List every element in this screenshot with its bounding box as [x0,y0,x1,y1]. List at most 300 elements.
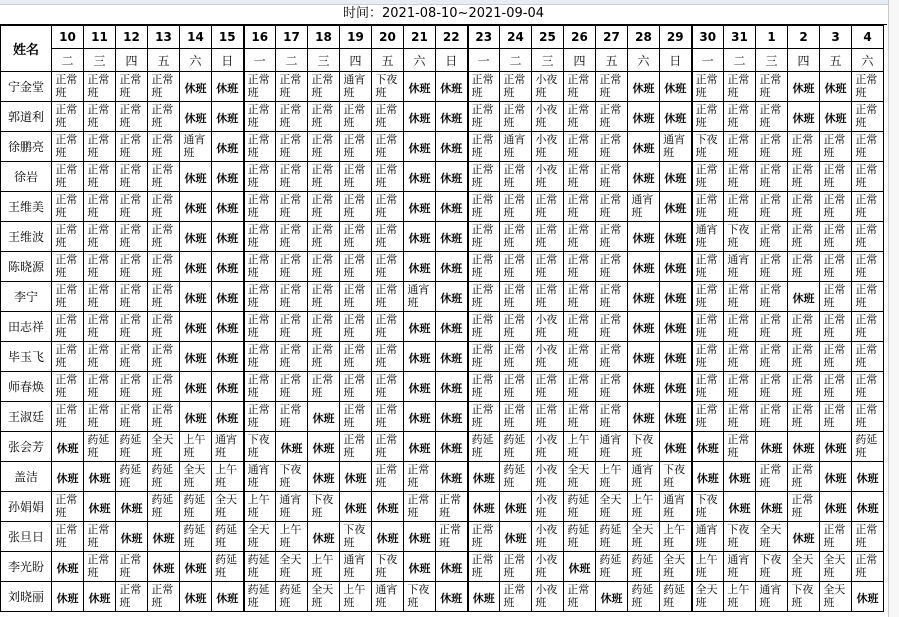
shift-cell[interactable] [180,72,212,102]
shift-cell[interactable] [596,162,628,192]
shift-cell[interactable] [212,432,244,462]
shift-cell[interactable] [788,102,820,132]
shift-cell[interactable] [820,222,852,252]
shift-cell[interactable] [372,72,404,102]
shift-cell[interactable] [788,402,820,432]
shift-cell[interactable] [500,132,532,162]
shift-cell[interactable] [500,342,532,372]
shift-cell[interactable] [500,552,532,582]
shift-cell[interactable] [788,372,820,402]
shift-cell[interactable] [308,552,340,582]
shift-cell[interactable] [244,192,276,222]
shift-cell[interactable] [532,432,564,462]
employee-name[interactable]: 王淑廷 [1,402,52,432]
shift-cell[interactable] [244,342,276,372]
shift-cell[interactable] [212,522,244,552]
shift-cell[interactable] [660,252,692,282]
weekday-header[interactable]: 二 [500,49,532,72]
shift-cell[interactable] [564,252,596,282]
shift-cell[interactable] [852,552,884,582]
shift-cell[interactable] [468,252,500,282]
shift-cell[interactable] [788,72,820,102]
shift-cell[interactable] [596,342,628,372]
shift-cell[interactable] [212,102,244,132]
day-header[interactable]: 12 [116,26,148,49]
shift-cell[interactable] [692,342,724,372]
day-header[interactable]: 10 [52,26,84,49]
shift-cell[interactable] [404,462,436,492]
shift-cell[interactable] [820,432,852,462]
employee-name[interactable]: 王维波 [1,222,52,252]
shift-cell[interactable] [660,552,692,582]
shift-cell[interactable] [724,492,756,522]
shift-cell[interactable] [308,312,340,342]
shift-cell[interactable] [788,252,820,282]
employee-name[interactable]: 孙娟娟 [1,492,52,522]
shift-cell[interactable] [692,462,724,492]
shift-cell[interactable] [84,402,116,432]
weekday-header[interactable]: 二 [52,49,84,72]
shift-cell[interactable] [724,462,756,492]
shift-cell[interactable] [532,282,564,312]
shift-cell[interactable] [372,402,404,432]
shift-cell[interactable] [372,162,404,192]
shift-cell[interactable] [564,372,596,402]
shift-cell[interactable] [340,162,372,192]
shift-cell[interactable] [820,372,852,402]
shift-cell[interactable] [596,312,628,342]
shift-cell[interactable] [628,102,660,132]
shift-cell[interactable] [500,432,532,462]
shift-cell[interactable] [308,132,340,162]
shift-cell[interactable] [340,432,372,462]
shift-cell[interactable] [820,162,852,192]
vertical-scrollbar[interactable] [888,0,899,617]
shift-cell[interactable] [244,282,276,312]
shift-cell[interactable] [84,522,116,552]
shift-cell[interactable] [308,222,340,252]
shift-cell[interactable] [340,492,372,522]
shift-cell[interactable] [84,132,116,162]
shift-cell[interactable] [308,432,340,462]
shift-cell[interactable] [628,582,660,612]
shift-cell[interactable] [244,102,276,132]
shift-cell[interactable] [500,312,532,342]
shift-cell[interactable] [724,522,756,552]
weekday-header[interactable]: 日 [436,49,468,72]
shift-cell[interactable] [404,552,436,582]
shift-cell[interactable] [276,552,308,582]
shift-cell[interactable] [244,522,276,552]
shift-cell[interactable] [820,282,852,312]
shift-cell[interactable] [500,192,532,222]
shift-cell[interactable] [692,582,724,612]
shift-cell[interactable] [660,192,692,222]
shift-cell[interactable] [308,192,340,222]
shift-cell[interactable] [692,132,724,162]
shift-cell[interactable] [820,72,852,102]
shift-cell[interactable] [628,282,660,312]
weekday-header[interactable]: 六 [852,49,884,72]
shift-cell[interactable] [628,132,660,162]
shift-cell[interactable] [468,582,500,612]
shift-cell[interactable] [404,402,436,432]
shift-cell[interactable] [340,462,372,492]
shift-cell[interactable] [276,312,308,342]
shift-cell[interactable] [436,552,468,582]
shift-cell[interactable] [596,372,628,402]
shift-cell[interactable] [756,342,788,372]
shift-cell[interactable] [852,342,884,372]
shift-cell[interactable] [628,72,660,102]
day-header[interactable]: 31 [724,26,756,49]
shift-cell[interactable] [660,132,692,162]
shift-cell[interactable] [52,582,84,612]
shift-cell[interactable] [756,282,788,312]
shift-cell[interactable] [212,312,244,342]
weekday-header[interactable]: 一 [468,49,500,72]
shift-cell[interactable] [692,522,724,552]
shift-cell[interactable] [852,252,884,282]
shift-cell[interactable] [180,522,212,552]
shift-cell[interactable] [564,552,596,582]
shift-cell[interactable] [756,252,788,282]
shift-cell[interactable] [788,132,820,162]
shift-cell[interactable] [52,162,84,192]
shift-cell[interactable] [852,432,884,462]
shift-cell[interactable] [436,192,468,222]
shift-cell[interactable] [500,402,532,432]
shift-cell[interactable] [564,132,596,162]
employee-name[interactable]: 李光盼 [1,552,52,582]
weekday-header[interactable]: 三 [308,49,340,72]
shift-cell[interactable] [564,492,596,522]
shift-cell[interactable] [756,552,788,582]
shift-cell[interactable] [84,192,116,222]
shift-cell[interactable] [628,552,660,582]
shift-cell[interactable] [852,222,884,252]
shift-cell[interactable] [212,222,244,252]
shift-cell[interactable] [340,522,372,552]
shift-cell[interactable] [276,162,308,192]
day-header[interactable]: 1 [756,26,788,49]
shift-cell[interactable] [404,282,436,312]
shift-cell[interactable] [596,192,628,222]
shift-cell[interactable] [340,282,372,312]
shift-cell[interactable] [308,372,340,402]
shift-cell[interactable] [404,222,436,252]
day-header[interactable]: 3 [820,26,852,49]
employee-name[interactable]: 师春焕 [1,372,52,402]
shift-cell[interactable] [148,462,180,492]
shift-cell[interactable] [724,72,756,102]
shift-cell[interactable] [820,132,852,162]
shift-cell[interactable] [148,372,180,402]
shift-cell[interactable] [724,372,756,402]
shift-cell[interactable] [180,462,212,492]
shift-cell[interactable] [852,522,884,552]
shift-cell[interactable] [340,72,372,102]
shift-cell[interactable] [692,432,724,462]
shift-cell[interactable] [148,312,180,342]
shift-cell[interactable] [180,312,212,342]
shift-cell[interactable] [276,282,308,312]
shift-cell[interactable] [180,132,212,162]
shift-cell[interactable] [468,402,500,432]
shift-cell[interactable] [692,372,724,402]
shift-cell[interactable] [404,582,436,612]
shift-cell[interactable] [244,552,276,582]
shift-cell[interactable] [660,372,692,402]
shift-cell[interactable] [628,432,660,462]
shift-cell[interactable] [724,432,756,462]
shift-cell[interactable] [692,402,724,432]
shift-cell[interactable] [532,192,564,222]
shift-cell[interactable] [500,582,532,612]
employee-name[interactable]: 宁金堂 [1,72,52,102]
shift-cell[interactable] [724,402,756,432]
shift-cell[interactable] [436,432,468,462]
shift-cell[interactable] [468,72,500,102]
shift-cell[interactable] [628,522,660,552]
shift-cell[interactable] [116,72,148,102]
shift-cell[interactable] [148,192,180,222]
employee-name[interactable]: 陈晓源 [1,252,52,282]
shift-cell[interactable] [148,402,180,432]
shift-cell[interactable] [468,312,500,342]
shift-cell[interactable] [468,132,500,162]
shift-cell[interactable] [340,372,372,402]
shift-cell[interactable] [116,132,148,162]
shift-cell[interactable] [436,342,468,372]
shift-cell[interactable] [660,582,692,612]
shift-cell[interactable] [372,282,404,312]
shift-cell[interactable] [852,192,884,222]
shift-cell[interactable] [308,72,340,102]
shift-cell[interactable] [724,342,756,372]
shift-cell[interactable] [628,402,660,432]
shift-cell[interactable] [116,222,148,252]
weekday-header[interactable]: 二 [276,49,308,72]
shift-cell[interactable] [628,162,660,192]
shift-cell[interactable] [84,162,116,192]
shift-cell[interactable] [628,252,660,282]
shift-cell[interactable] [436,402,468,432]
shift-cell[interactable] [308,402,340,432]
shift-cell[interactable] [436,462,468,492]
weekday-header[interactable]: 四 [564,49,596,72]
shift-cell[interactable] [820,582,852,612]
weekday-header[interactable]: 六 [404,49,436,72]
shift-cell[interactable] [148,432,180,462]
shift-cell[interactable] [84,72,116,102]
employee-name[interactable]: 田志祥 [1,312,52,342]
weekday-header[interactable]: 日 [212,49,244,72]
shift-cell[interactable] [116,342,148,372]
weekday-header[interactable]: 一 [692,49,724,72]
shift-cell[interactable] [756,312,788,342]
shift-cell[interactable] [212,162,244,192]
shift-cell[interactable] [212,192,244,222]
shift-cell[interactable] [500,282,532,312]
shift-cell[interactable] [468,552,500,582]
shift-cell[interactable] [788,312,820,342]
shift-cell[interactable] [308,342,340,372]
shift-cell[interactable] [308,282,340,312]
shift-cell[interactable] [116,432,148,462]
employee-name[interactable]: 徐岩 [1,162,52,192]
employee-name[interactable]: 刘晓丽 [1,582,52,612]
shift-cell[interactable] [436,252,468,282]
shift-cell[interactable] [852,372,884,402]
employee-name[interactable]: 毕玉飞 [1,342,52,372]
shift-cell[interactable] [116,522,148,552]
shift-cell[interactable] [660,402,692,432]
shift-cell[interactable] [308,162,340,192]
shift-cell[interactable] [436,312,468,342]
shift-cell[interactable] [116,462,148,492]
shift-cell[interactable] [564,522,596,552]
shift-cell[interactable] [276,342,308,372]
shift-cell[interactable] [52,492,84,522]
shift-cell[interactable] [468,492,500,522]
shift-cell[interactable] [372,492,404,522]
day-header[interactable]: 4 [852,26,884,49]
shift-cell[interactable] [116,552,148,582]
shift-cell[interactable] [244,492,276,522]
shift-cell[interactable] [564,462,596,492]
shift-cell[interactable] [532,312,564,342]
employee-name[interactable]: 盖洁 [1,462,52,492]
shift-cell[interactable] [404,192,436,222]
shift-cell[interactable] [500,372,532,402]
shift-cell[interactable] [180,552,212,582]
shift-cell[interactable] [404,372,436,402]
day-header[interactable]: 27 [596,26,628,49]
shift-cell[interactable] [84,372,116,402]
shift-cell[interactable] [340,132,372,162]
shift-cell[interactable] [564,222,596,252]
shift-cell[interactable] [84,552,116,582]
shift-cell[interactable] [692,162,724,192]
shift-cell[interactable] [116,162,148,192]
shift-cell[interactable] [436,492,468,522]
shift-cell[interactable] [52,342,84,372]
shift-cell[interactable] [532,342,564,372]
shift-cell[interactable] [820,552,852,582]
shift-cell[interactable] [660,162,692,192]
shift-cell[interactable] [180,282,212,312]
day-header[interactable]: 15 [212,26,244,49]
shift-cell[interactable] [148,582,180,612]
shift-cell[interactable] [244,372,276,402]
shift-cell[interactable] [532,132,564,162]
shift-cell[interactable] [212,402,244,432]
shift-cell[interactable] [212,582,244,612]
shift-cell[interactable] [532,402,564,432]
shift-cell[interactable] [308,522,340,552]
shift-cell[interactable] [84,222,116,252]
day-header[interactable]: 30 [692,26,724,49]
shift-cell[interactable] [724,192,756,222]
shift-cell[interactable] [52,552,84,582]
shift-cell[interactable] [276,222,308,252]
shift-cell[interactable] [628,342,660,372]
shift-cell[interactable] [692,102,724,132]
shift-cell[interactable] [692,252,724,282]
shift-cell[interactable] [500,492,532,522]
shift-cell[interactable] [180,102,212,132]
shift-cell[interactable] [852,102,884,132]
shift-cell[interactable] [532,252,564,282]
shift-cell[interactable] [116,192,148,222]
shift-cell[interactable] [340,342,372,372]
shift-cell[interactable] [52,432,84,462]
weekday-header[interactable]: 三 [84,49,116,72]
day-header[interactable]: 18 [308,26,340,49]
shift-cell[interactable] [276,432,308,462]
shift-cell[interactable] [564,162,596,192]
shift-cell[interactable] [436,162,468,192]
shift-cell[interactable] [692,492,724,522]
employee-name[interactable]: 张旦日 [1,522,52,552]
shift-cell[interactable] [532,102,564,132]
shift-cell[interactable] [212,72,244,102]
shift-cell[interactable] [372,582,404,612]
shift-cell[interactable] [788,342,820,372]
shift-cell[interactable] [276,252,308,282]
day-header[interactable]: 24 [500,26,532,49]
shift-cell[interactable] [820,492,852,522]
day-header[interactable]: 2 [788,26,820,49]
shift-cell[interactable] [660,492,692,522]
shift-cell[interactable] [500,222,532,252]
shift-cell[interactable] [404,252,436,282]
shift-cell[interactable] [500,462,532,492]
shift-cell[interactable] [660,222,692,252]
weekday-header[interactable]: 一 [244,49,276,72]
shift-cell[interactable] [116,312,148,342]
employee-name[interactable]: 李宁 [1,282,52,312]
shift-cell[interactable] [404,132,436,162]
weekday-header[interactable]: 六 [180,49,212,72]
shift-cell[interactable] [468,432,500,462]
shift-cell[interactable] [596,72,628,102]
shift-cell[interactable] [532,162,564,192]
shift-cell[interactable] [212,342,244,372]
day-header[interactable]: 14 [180,26,212,49]
shift-cell[interactable] [468,222,500,252]
shift-cell[interactable] [180,582,212,612]
shift-cell[interactable] [532,222,564,252]
shift-cell[interactable] [340,192,372,222]
shift-cell[interactable] [148,252,180,282]
shift-cell[interactable] [660,522,692,552]
shift-cell[interactable] [276,522,308,552]
shift-cell[interactable] [596,252,628,282]
shift-cell[interactable] [724,252,756,282]
shift-cell[interactable] [404,492,436,522]
shift-cell[interactable] [308,462,340,492]
shift-cell[interactable] [724,552,756,582]
shift-cell[interactable] [660,102,692,132]
shift-cell[interactable] [436,102,468,132]
shift-cell[interactable] [692,282,724,312]
shift-cell[interactable] [212,462,244,492]
shift-cell[interactable] [532,72,564,102]
shift-cell[interactable] [788,162,820,192]
shift-cell[interactable] [468,162,500,192]
